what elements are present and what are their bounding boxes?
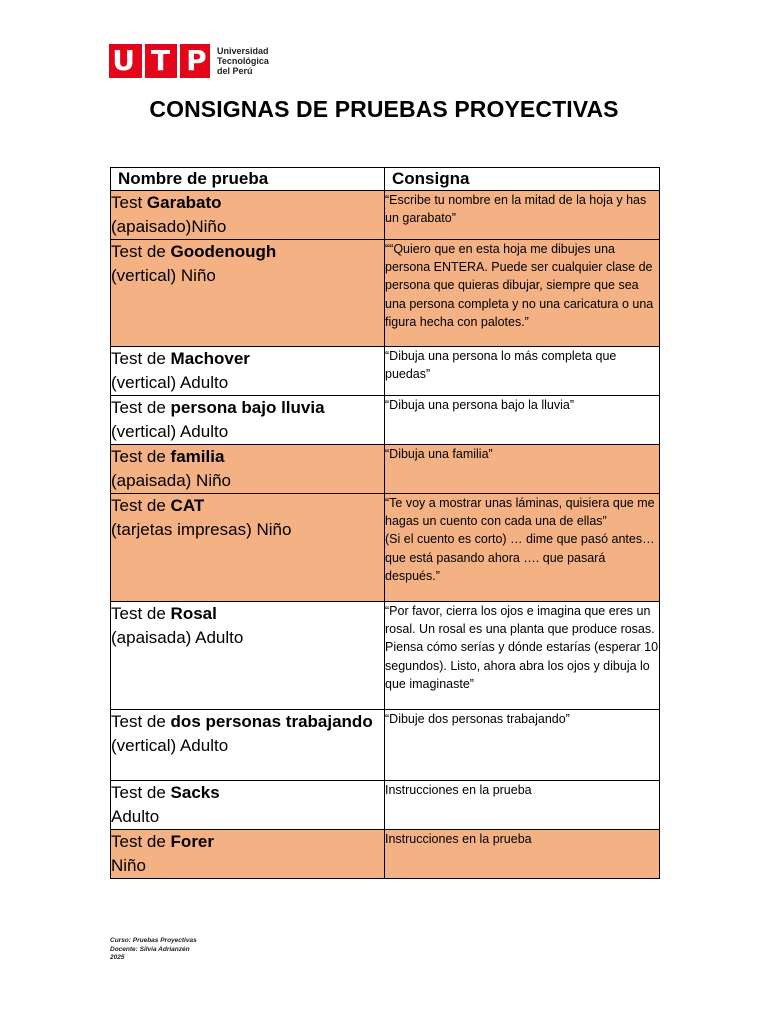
- table-row: [111, 494, 660, 602]
- test-name-subtitle: Adulto: [111, 807, 160, 826]
- test-name-subtitle: (apaisado)Niño: [111, 217, 227, 236]
- utp-logo-box: [109, 44, 210, 78]
- table-row: [111, 445, 660, 494]
- instruction-cell: [385, 781, 660, 830]
- test-name-subtitle: Niño: [111, 856, 146, 875]
- test-name-subtitle: (tarjetas impresas) Niño: [111, 520, 292, 539]
- test-name-prefix: Test de: [111, 349, 171, 368]
- table-body: [111, 191, 660, 879]
- page-title: CONSIGNAS DE PRUEBAS PROYECTIVAS: [149, 96, 619, 122]
- table-row: [111, 191, 660, 240]
- instruction-text: “Dibuja una persona bajo la lluvia”: [385, 398, 575, 412]
- test-name-bold: CAT: [170, 496, 205, 515]
- test-name-cell: [111, 781, 385, 830]
- logo-letter-u: U: [112, 44, 135, 77]
- table-row: [111, 781, 660, 830]
- test-name-subtitle: (apaisada) Adulto: [111, 628, 244, 647]
- test-name-cell: [111, 830, 385, 879]
- instruction-cell: [385, 710, 660, 781]
- test-name-bold: familia: [170, 447, 225, 466]
- test-name-bold: Garabato: [146, 193, 222, 212]
- table-row: [111, 602, 660, 710]
- instruction-text: Instrucciones en la prueba: [385, 832, 532, 846]
- instruction-cell: [385, 494, 660, 602]
- test-name-cell: [111, 396, 385, 445]
- logo-letter-p: P: [186, 44, 207, 77]
- table-row: [111, 710, 660, 781]
- table-row: [111, 347, 660, 396]
- test-name-cell: [111, 191, 385, 240]
- instruction-cell: [385, 240, 660, 347]
- instruction-cell: [385, 602, 660, 710]
- test-name-subtitle: (vertical) Adulto: [111, 422, 229, 441]
- instruction-text: “Dibuja una persona lo más completa que puedas”: [385, 349, 617, 382]
- table-row: [111, 830, 660, 879]
- instruction-text: Instrucciones en la prueba: [385, 783, 532, 797]
- instruction-text: ““Quiero que en esta hoja me dibujes una persona ENTERA. Puede ser cualquier clase de persona que quieras dibujar, siempre que sea una persona completa y no una caricatura o una figura hecha con palotes.”: [385, 242, 654, 329]
- footer: [110, 937, 197, 963]
- test-name-cell: [111, 602, 385, 710]
- test-name-bold: Goodenough: [170, 242, 277, 261]
- logo-line-1: Universidad: [217, 46, 269, 56]
- logo-letter-t: T: [151, 44, 171, 77]
- test-name-cell: [111, 240, 385, 347]
- instruction-cell: [385, 347, 660, 396]
- instruction-text: “Te voy a mostrar unas láminas, quisiera que me hagas un cuento con cada una de ellas” (Si el cuento es corto) … dime que pasó antes… que está pasando ahora …. que pasará después.”: [385, 496, 655, 583]
- test-name-cell: [111, 445, 385, 494]
- test-name-prefix: Test de: [111, 242, 171, 261]
- test-name-cell: [111, 710, 385, 781]
- logo-university-name: [217, 46, 269, 76]
- test-name-prefix: Test de: [111, 712, 171, 731]
- footer-teacher: Docente: Silvia Adrianzén: [110, 945, 190, 953]
- test-name-subtitle: (apaisada) Niño: [111, 471, 232, 490]
- test-name-prefix: Test de: [111, 832, 171, 851]
- test-name-bold: persona bajo lluvia: [170, 398, 325, 417]
- instruction-text: “Dibuje dos personas trabajando”: [385, 712, 570, 726]
- logo-line-2: Tecnológica: [217, 56, 269, 66]
- tests-table: [110, 167, 660, 879]
- utp-logo: [109, 44, 269, 78]
- test-name-prefix: Test de: [111, 604, 171, 623]
- test-name-prefix: Test de: [111, 398, 171, 417]
- instruction-cell: [385, 830, 660, 879]
- test-name-prefix: Test de: [111, 783, 171, 802]
- footer-year: 2025: [110, 954, 125, 961]
- test-name-subtitle: (vertical) Niño: [111, 266, 216, 285]
- test-name-bold: Rosal: [170, 604, 217, 623]
- test-name-cell: [111, 494, 385, 602]
- instruction-text: “Dibuja una familia”: [385, 447, 493, 461]
- test-name-subtitle: (vertical) Adulto: [111, 373, 229, 392]
- instruction-text: “Por favor, cierra los ojos e imagina que eres un rosal. Un rosal es una planta que produce rosas. Piensa cómo serías y dónde estarías (esperar 10 segundos). Listo, ahora abra los ojos y dibuja lo que imaginaste”: [385, 604, 659, 691]
- test-name-prefix: Test de: [111, 447, 171, 466]
- logo-separator: [177, 44, 180, 78]
- instruction-cell: [385, 191, 660, 240]
- header-test-name: Nombre de prueba: [111, 168, 385, 191]
- footer-course: Curso: Pruebas Proyectivas: [110, 937, 197, 944]
- instruction-cell: [385, 396, 660, 445]
- test-name-subtitle: (vertical) Adulto: [111, 736, 229, 755]
- logo-line-3: del Perú: [217, 66, 253, 76]
- test-name-prefix: Test: [111, 193, 147, 212]
- instruction-cell: [385, 445, 660, 494]
- test-name-prefix: Test de: [111, 496, 171, 515]
- table-row: [111, 240, 660, 347]
- table-row: [111, 396, 660, 445]
- test-name-cell: [111, 347, 385, 396]
- logo-separator: [142, 44, 145, 78]
- test-name-bold: Machover: [170, 349, 250, 368]
- instruction-text: “Escribe tu nombre en la mitad de la hoja y has un garabato”: [385, 193, 647, 226]
- test-name-bold: dos personas trabajando: [170, 712, 373, 731]
- table-header-row: [111, 168, 660, 191]
- test-name-bold: Sacks: [170, 783, 220, 802]
- test-name-bold: Forer: [170, 832, 215, 851]
- header-instruction: Consigna: [385, 168, 660, 191]
